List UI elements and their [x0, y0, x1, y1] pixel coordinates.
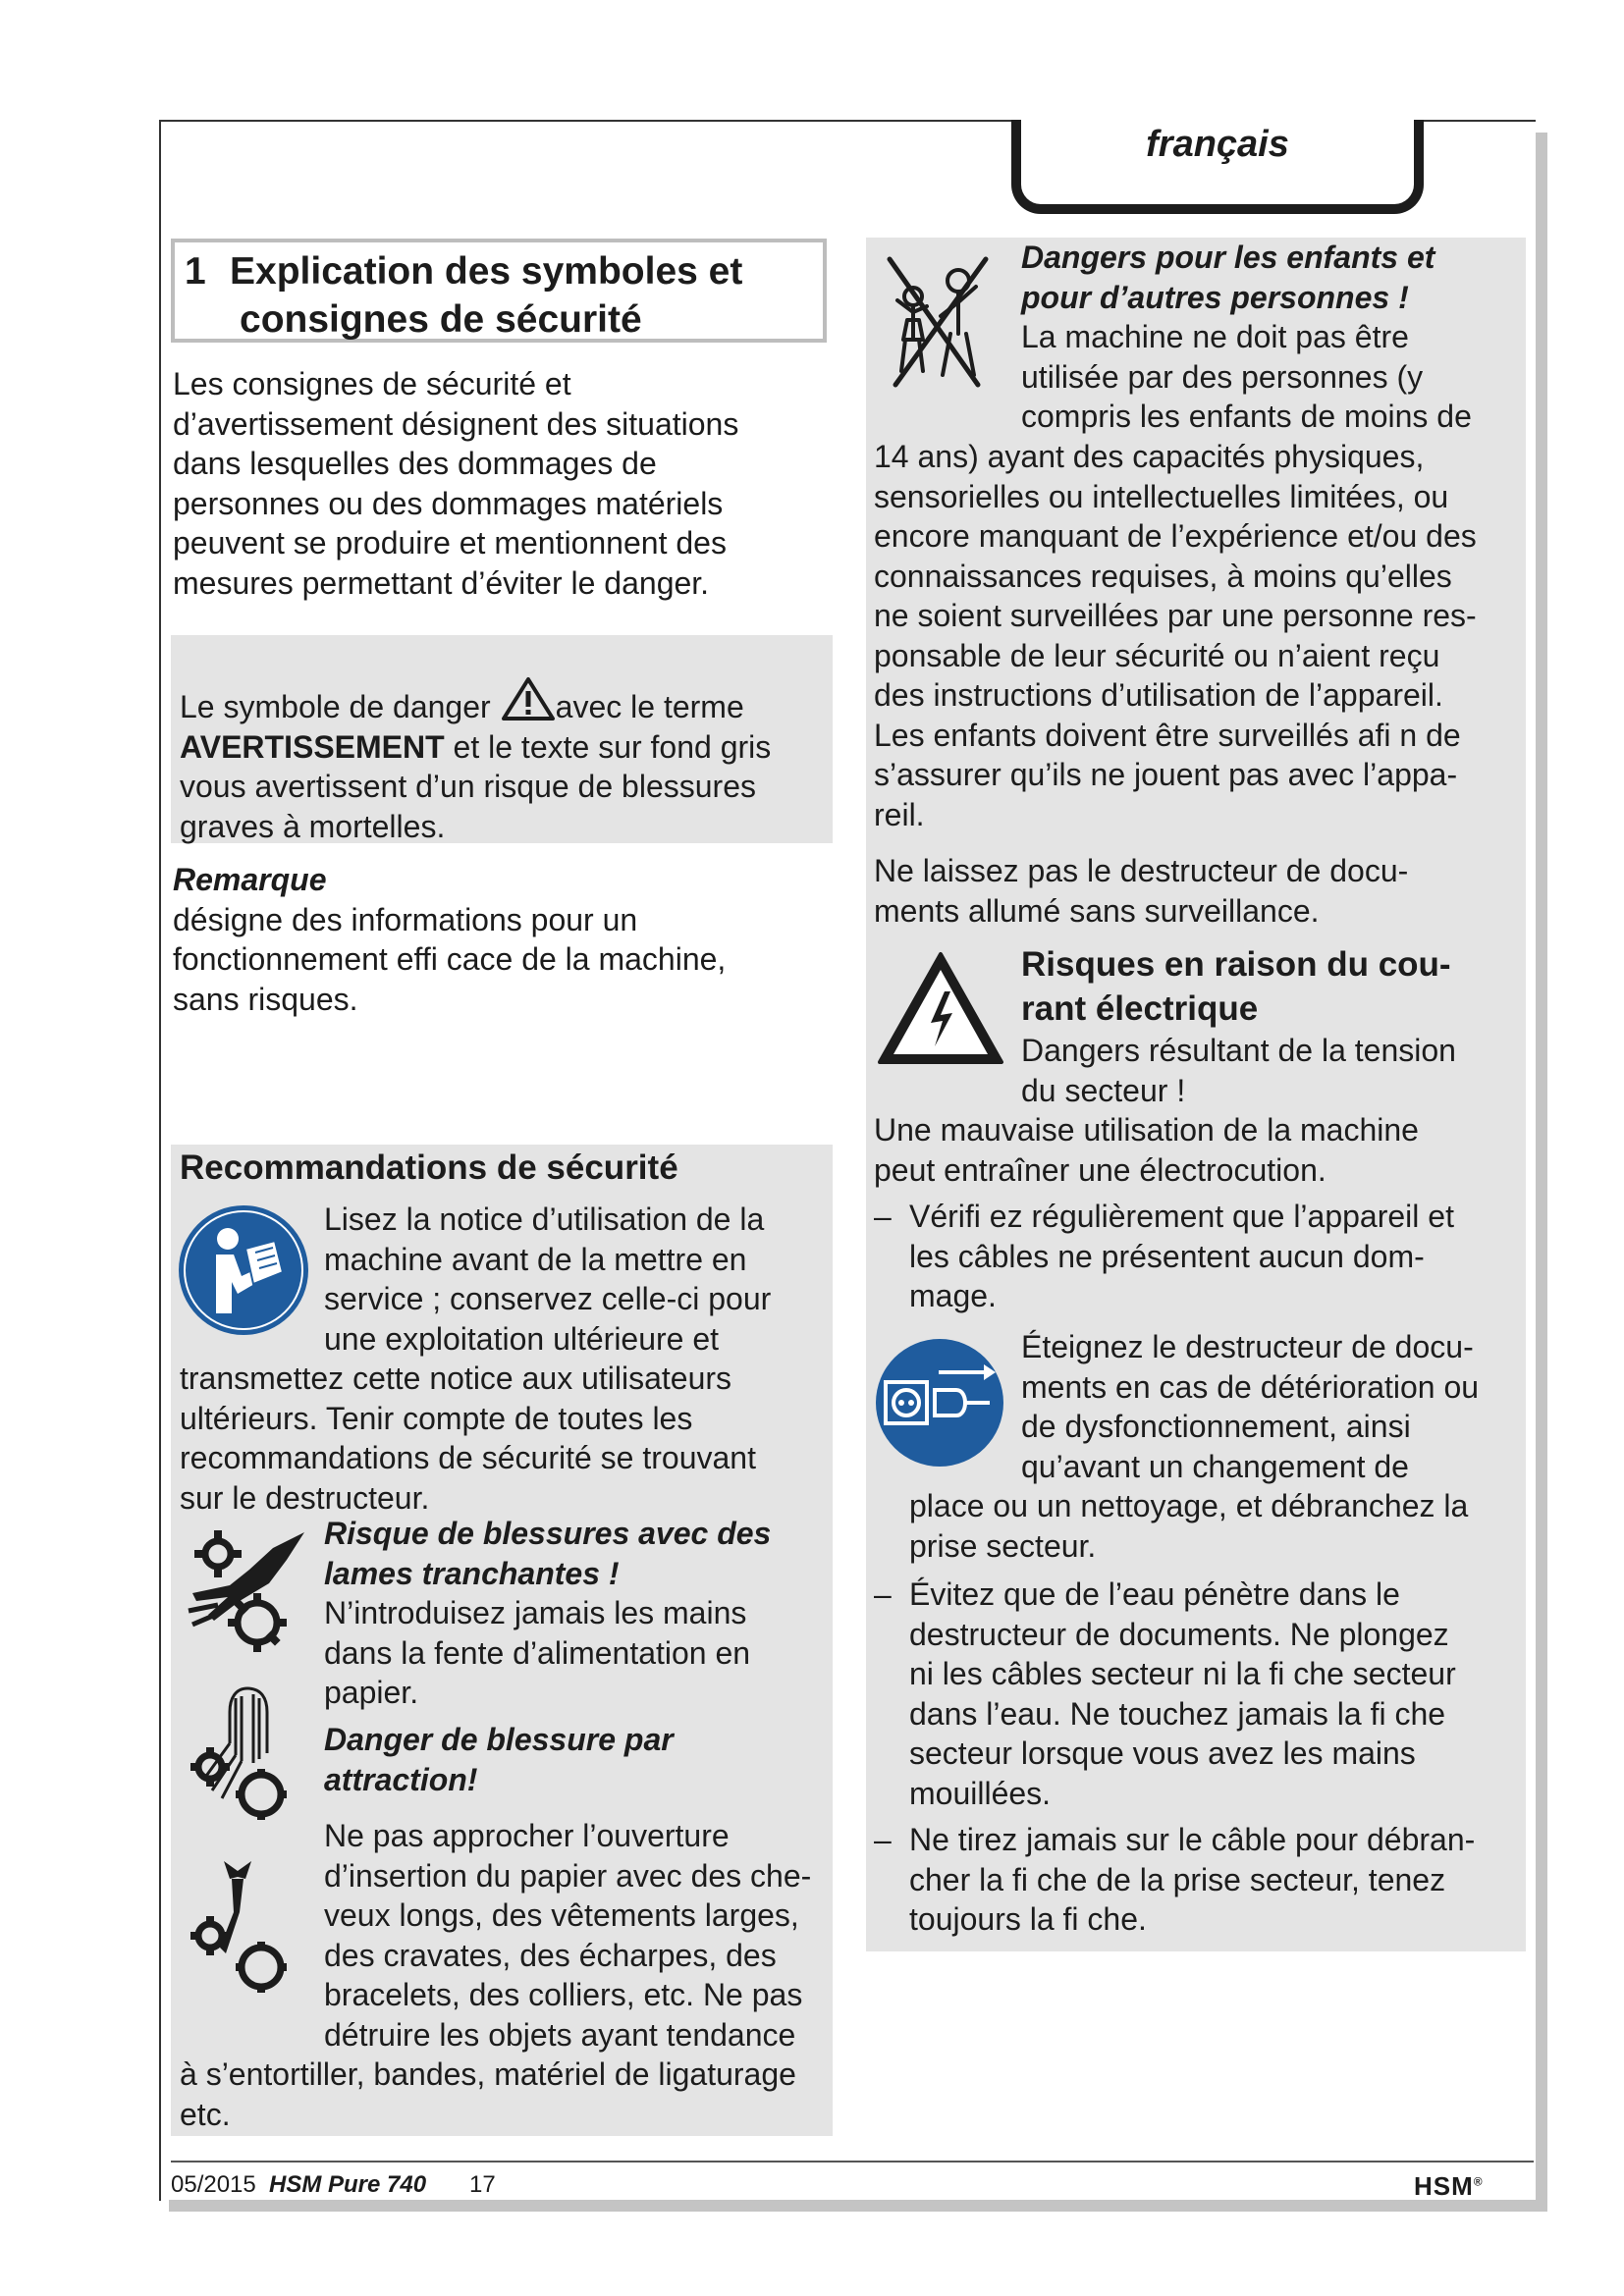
attraction-text-cont [180, 2055, 833, 2134]
bullet-dash: – [874, 1576, 892, 1612]
text-line: sur le destructeur. [180, 1479, 430, 1516]
attraction-title-line: Danger de blessure par [324, 1722, 674, 1757]
attraction-text [324, 1816, 835, 2055]
long-hair-entanglement-icon [183, 1684, 310, 1828]
bullet-check-cables [874, 1197, 1524, 1316]
unplug-text-cont [909, 1486, 1524, 1566]
electric-hazard-icon [876, 950, 1005, 1066]
text-line: transmettez cette notice aux utilisateurs [180, 1361, 732, 1396]
footer-model: HSM Pure 740 [269, 2171, 427, 2198]
children-block [1021, 238, 1522, 437]
text-line: connaissances requises, à moins qu’elles [874, 558, 1452, 594]
text-line: graves à mortelles. [180, 808, 446, 844]
section-title-line2: consignes de sécurité [240, 298, 642, 341]
unplug-block [1021, 1327, 1522, 1486]
text-line: ni les câbles secteur ni la fi che secteur [909, 1656, 1456, 1691]
text-line: prise secteur. [909, 1527, 1097, 1564]
text-line: mesures permettant d’éviter le danger. [173, 564, 710, 601]
text-line: Ne laissez pas le destructeur de docu- [874, 853, 1409, 888]
text-line: Lisez la notice d’utilisation de la [324, 1201, 765, 1237]
bullet-cable-pull [874, 1820, 1524, 1940]
page-shadow [169, 2200, 1547, 2212]
language-label: français [1146, 124, 1289, 165]
section-title-line1: Explication des symboles et [230, 250, 743, 293]
read-manual-text [324, 1200, 830, 1359]
text-line: 14 ans) ayant des capacités physiques, [874, 439, 1425, 474]
section-title [171, 239, 827, 343]
text-line: les câbles ne présentent aucun dom- [909, 1238, 1425, 1274]
bullet-dash: – [874, 1822, 892, 1857]
text-line: mage. [909, 1278, 997, 1313]
text-line: Vérifi ez régulièrement que l’appareil et [909, 1199, 1454, 1234]
language-tab [1011, 120, 1424, 214]
electric-sub [1021, 1031, 1522, 1110]
bullet-dash: – [874, 1199, 892, 1234]
text-line: d’avertissement désignent des situations [173, 405, 739, 442]
bullet-water [874, 1575, 1524, 1813]
text-line: s’assurer qu’ils ne jouent pas avec l’appa- [874, 757, 1458, 792]
unplug-mains-icon [874, 1337, 1005, 1468]
text-line: ultérieurs. Tenir compte de toutes les [180, 1400, 693, 1436]
recommendations-title: Recommandations de sécurité [180, 1148, 678, 1187]
intro-paragraph [173, 364, 827, 603]
text-span: Le symbole de danger [180, 689, 491, 724]
text-line: encore manquant de l’expérience et/ou des [874, 518, 1477, 554]
text-line: destructeur de documents. Ne plongez [909, 1616, 1449, 1652]
blades-title: lames tranchantes ! [324, 1555, 620, 1591]
children-text [874, 437, 1524, 834]
electric-title [1021, 942, 1522, 1031]
text-line: N’introduisez jamais les mains [324, 1595, 747, 1630]
text-line: recommandations de sécurité se trouvant [180, 1440, 756, 1475]
footer-rule [171, 2161, 1534, 2163]
text-line: des cravates, des écharpes, des [324, 1937, 777, 1973]
text-line: compris les enfants de moins de [1021, 399, 1472, 434]
text-line: place ou un nettoyage, et débranchez la [909, 1488, 1469, 1523]
text-line: bracelets, des colliers, etc. Ne pas [324, 1977, 803, 2012]
text-line: veux longs, des vêtements larges, [324, 1897, 799, 1933]
text-line: utilisée par des personnes (y [1021, 358, 1424, 395]
text-line: d’insertion du papier avec des che- [324, 1857, 812, 1894]
text-span: avec le terme [555, 689, 744, 724]
footer-page-number: 17 [469, 2171, 496, 2198]
text-line: sensorielles ou intellectuelles limitées, ou [874, 478, 1449, 514]
text-line: Une mauvaise utilisation de la machine [874, 1112, 1419, 1148]
brand-text: HSM [1414, 2171, 1474, 2201]
remark-block [173, 860, 827, 1019]
text-line: détruire les objets ayant tendance [324, 2016, 796, 2053]
blades-title: Risque de blessures avec des [324, 1516, 772, 1551]
text-line: Les enfants doivent être surveillés afi n de [874, 717, 1461, 753]
text-line: dans l’eau. Ne touchez jamais la fi che [909, 1695, 1446, 1732]
text-line: désigne des informations pour un [173, 901, 638, 937]
text-line: dans la fente d’alimentation en [324, 1634, 751, 1671]
text-line: mouillées. [909, 1775, 1052, 1811]
footer-brand-logo: HSM® [1414, 2171, 1484, 2201]
text-line: sans risques. [173, 981, 358, 1017]
text-line: Évitez que de l’eau pénètre dans le [909, 1576, 1400, 1612]
attraction-title [324, 1720, 830, 1799]
footer-date: 05/2015 [171, 2171, 256, 2198]
text-line: des instructions d’utilisation de l’appareil. [874, 677, 1443, 713]
blades-block [324, 1514, 830, 1713]
tie-entanglement-icon [183, 1857, 310, 2001]
text-line: service ; conservez celle-ci pour [324, 1281, 772, 1316]
text-line: personnes ou des dommages matériels [173, 485, 724, 521]
text-line: Dangers résultant de la tension [1021, 1033, 1456, 1068]
text-line: cher la fi che de la prise secteur, tenez [909, 1861, 1446, 1897]
section-number: 1 [185, 250, 206, 293]
cutting-blades-hand-icon [179, 1526, 306, 1654]
text-line: dans lesquelles des dommages de [173, 446, 657, 481]
read-manual-icon [177, 1203, 310, 1337]
no-children-icon [880, 251, 996, 389]
text-line: La machine ne doit pas être [1021, 319, 1409, 354]
electric-title-line: Risques en raison du cou- [1021, 945, 1451, 984]
text-line: peut entraîner une électrocution. [874, 1151, 1326, 1188]
text-line: toujours la fi che. [909, 1901, 1147, 1937]
page-shadow [1536, 133, 1547, 2212]
text-line: peuvent se produire et mentionnent des [173, 525, 727, 561]
text-line: ponsable de leur sécurité ou n’aient reçu [874, 637, 1440, 673]
remark-title: Remarque [173, 862, 327, 897]
warning-triangle-icon [501, 676, 556, 721]
text-line: ments allumé sans surveillance. [874, 892, 1320, 929]
text-line: fonctionnement effi cace de la machine, [173, 941, 727, 977]
text-span: et le texte sur fond gris [444, 728, 772, 765]
read-manual-text-cont [180, 1359, 830, 1518]
text-line: qu’avant un changement de [1021, 1448, 1409, 1484]
text-line: Éteignez le destructeur de docu- [1021, 1329, 1474, 1364]
text-line: papier. [324, 1675, 419, 1710]
electric-text [874, 1110, 1524, 1190]
children-title: pour d’autres personnes ! [1021, 279, 1409, 315]
text-line: machine avant de la mettre en [324, 1241, 747, 1277]
attraction-title-line: attraction! [324, 1761, 478, 1797]
text-line: etc. [180, 2096, 231, 2132]
text-line: à s’entortiller, bandes, matériel de ligaturage [180, 2056, 796, 2092]
warning-text [180, 676, 828, 846]
text-line: ne soient surveillées par une personne res- [874, 598, 1477, 633]
text-line: vous avertissent d’un risque de blessures [180, 769, 756, 804]
children-title: Dangers pour les enfants et [1021, 240, 1435, 275]
text-line: secteur lorsque vous avez les mains [909, 1735, 1416, 1771]
text-line: du secteur ! [1021, 1072, 1186, 1108]
text-line: Ne tirez jamais sur le câble pour débran- [909, 1822, 1476, 1857]
warning-keyword: AVERTISSEMENT [180, 728, 445, 765]
text-line: reil. [874, 796, 925, 832]
electric-title-line: rant électrique [1021, 989, 1259, 1028]
text-line: de dysfonctionnement, ainsi [1021, 1409, 1411, 1444]
text-line: ments en cas de détérioration ou [1021, 1368, 1480, 1405]
unattended-text [874, 851, 1524, 931]
text-line: une exploitation ultérieure et [324, 1320, 720, 1357]
text-line: Les consignes de sécurité et [173, 366, 571, 401]
text-line: Ne pas approcher l’ouverture [324, 1818, 730, 1853]
